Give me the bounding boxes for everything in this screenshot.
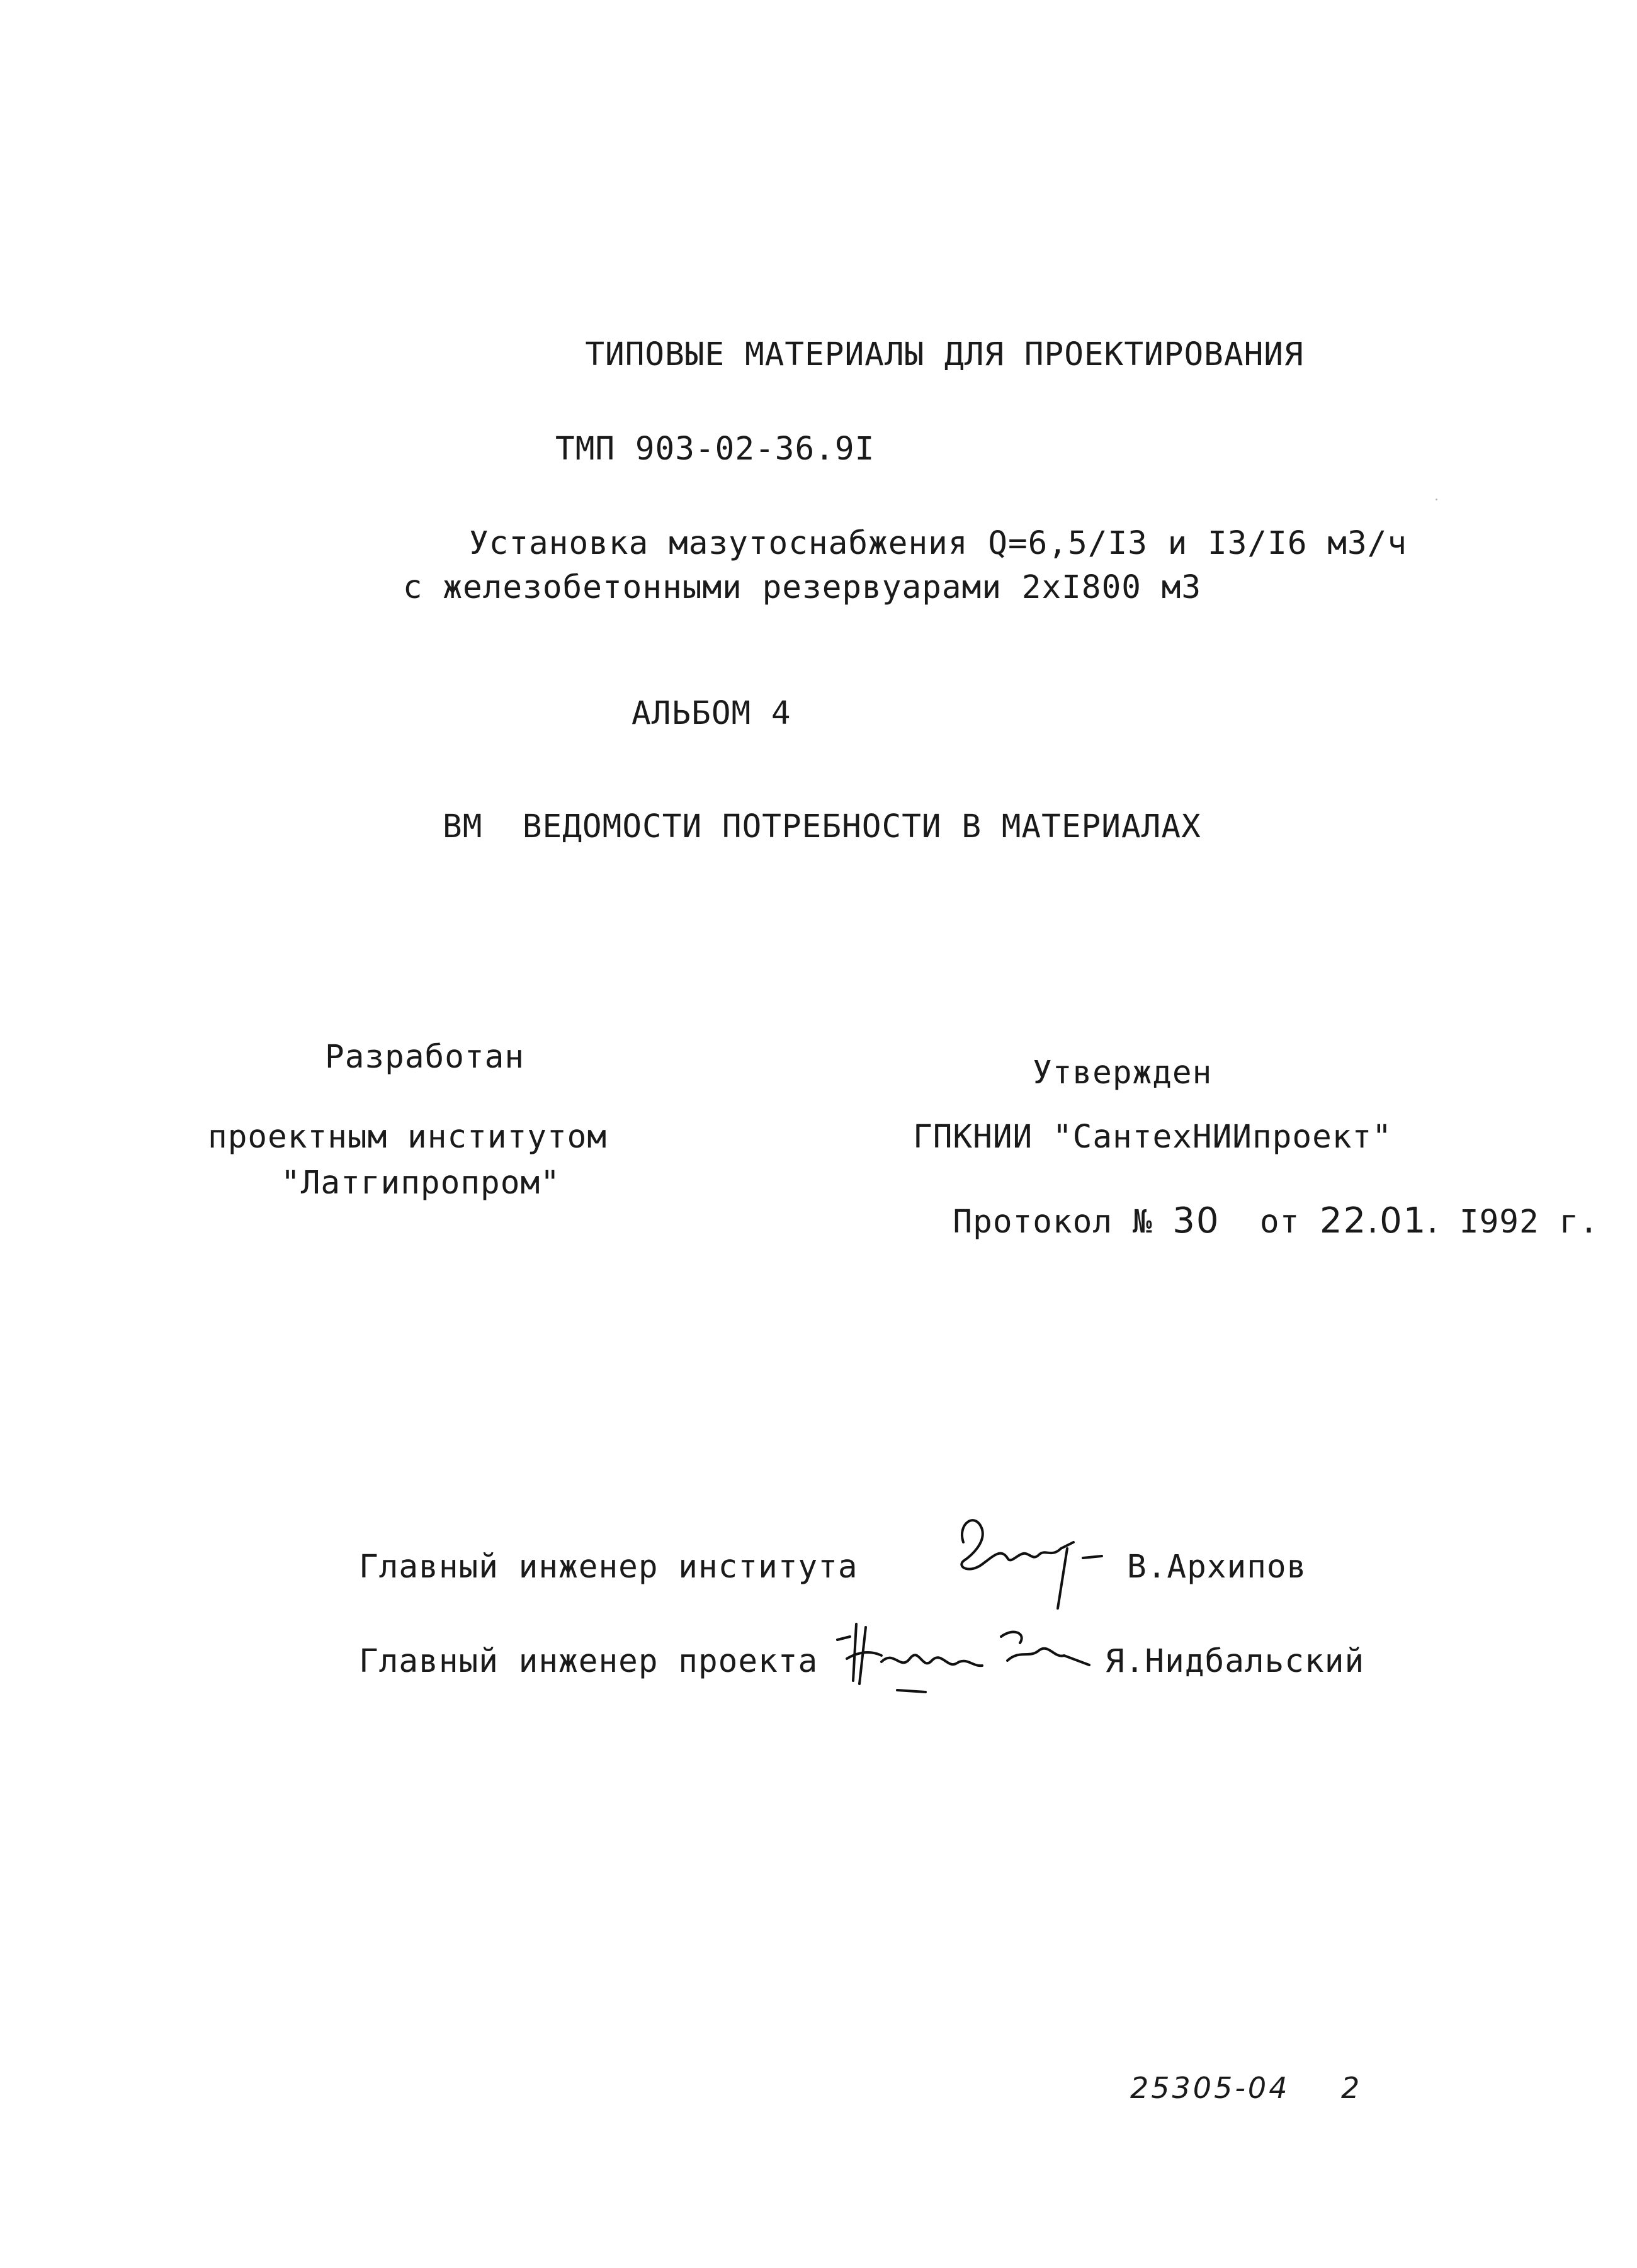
developed-label: Разработан [325,1039,525,1076]
section-title: ВМ ВЕДОМОСТИ ПОТРЕБНОСТИ В МАТЕРИАЛАХ [443,808,1201,845]
approved-label: Утвержден [1033,1054,1213,1092]
subject-line-1: Установка мазутоснабжения Q=6,5/I3 и I3/I6 м3/ч [468,525,1408,562]
protocol-number: 30 [1172,1200,1220,1241]
signature-name-2: Я.Нидбальский [1105,1643,1365,1680]
signature-role-2: Главный инженер проекта [359,1643,818,1680]
developed-line-1: проектным институтом [208,1119,608,1156]
signature-name-1: В.Архипов [1127,1549,1307,1586]
protocol-prefix: Протокол № [953,1204,1153,1241]
approval-date: 22.01. [1320,1200,1440,1241]
album-number: АЛЬБОМ 4 [632,695,791,732]
approval-year: I992 г. [1459,1204,1599,1241]
developed-line-2: "Латгипропром" [281,1165,560,1202]
document-number: 25305-04 [1130,2071,1290,2105]
page-number: 2 [1341,2071,1362,2105]
date-prefix: от [1259,1204,1300,1241]
approved-line-1: ГПКНИИ "СантехНИИпроект" [913,1119,1392,1156]
approved-protocol [913,1165,1599,1241]
series-title: ТИПОВЫЕ МАТЕРИАЛЫ ДЛЯ ПРОЕКТИРОВАНИЯ [585,336,1304,373]
subject-line-2: с железобетонными резервуарами 2хI800 м3 [402,569,1202,606]
scan-speck [1436,499,1437,500]
handwritten-signature-1 [938,1504,1114,1618]
handwritten-signature-2 [825,1611,1102,1706]
signature-role-1: Главный инженер института [359,1549,858,1586]
document-code: ТМП 903-02-36.9I [555,431,875,468]
